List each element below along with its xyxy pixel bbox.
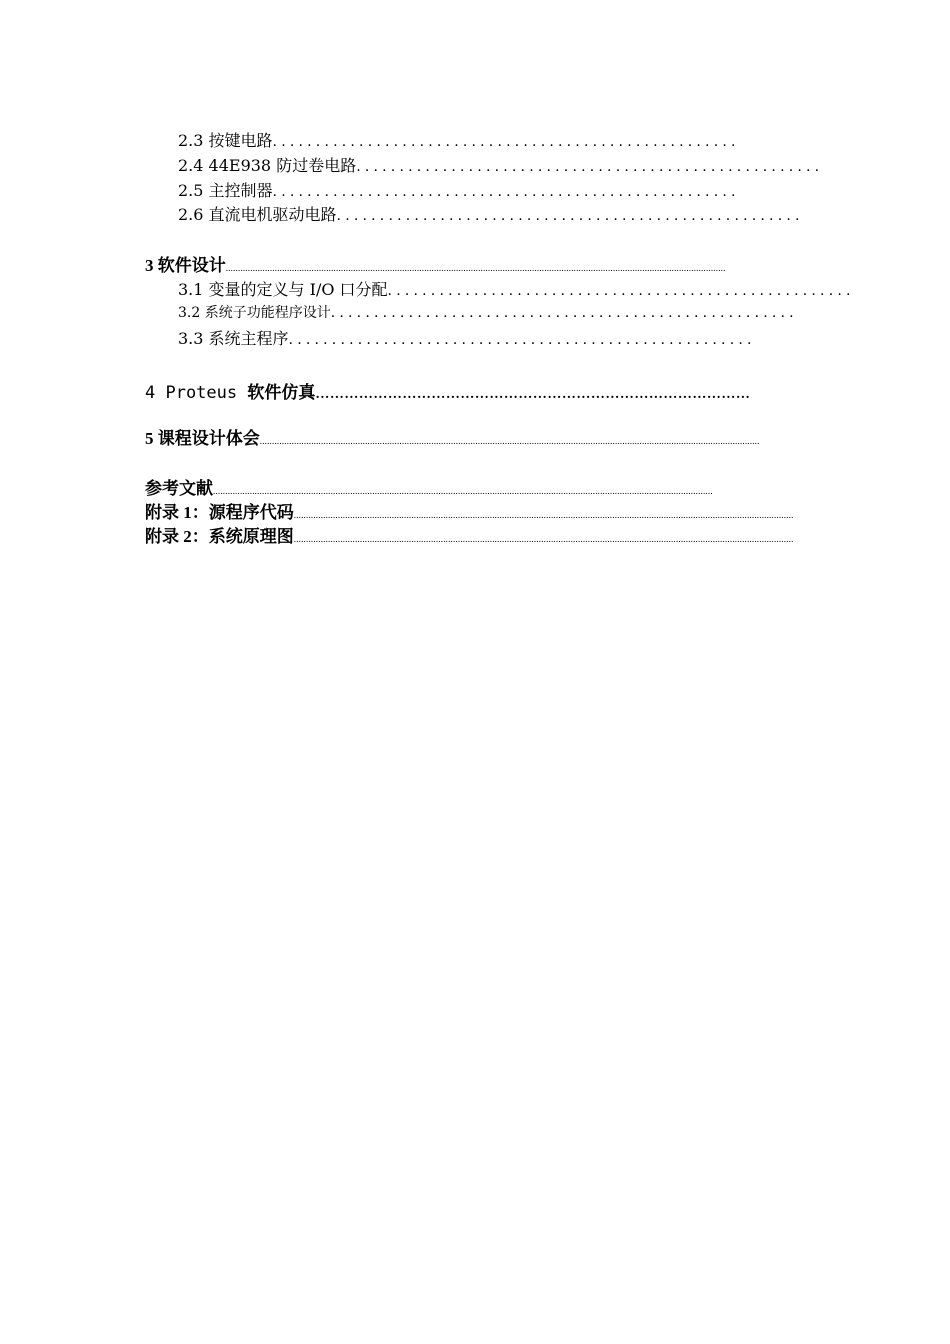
toc-entry-label: 2.5 主控制器 <box>178 181 273 200</box>
dot-leader: ............................................................................................................................................................................................................ <box>225 263 726 273</box>
toc-entry-label: 2.4 44E938 防过卷电路 <box>178 156 357 175</box>
dot-leader: ……………………………………………………………………………… <box>315 387 751 402</box>
toc-entry-label: 2.6 直流电机驱动电路 <box>178 205 337 224</box>
dot-leader: ............................................................................................................................................................................................................ <box>293 510 794 520</box>
toc-chapter-3 <box>145 251 805 276</box>
toc-chapter-label: 附录 2：系统原理图 <box>145 527 294 546</box>
toc-entry-2-3 <box>178 128 802 151</box>
dot-leader: ............................................................................................................................................................................................................ <box>293 534 794 544</box>
toc-chapter-prefix: 4 Proteus <box>145 383 248 403</box>
toc-entry-2-4 <box>178 153 824 176</box>
toc-chapter-4 <box>145 378 790 403</box>
toc-entry-3-1 <box>178 277 855 300</box>
toc-entry-2-6 <box>178 202 802 225</box>
toc-appendix-1 <box>145 498 805 523</box>
toc-entry-3-2 <box>178 302 802 322</box>
toc-references <box>145 474 805 499</box>
toc-chapter-label: 5 课程设计体会 <box>145 429 260 448</box>
dot-leader: ...................................................... <box>336 208 804 224</box>
toc-entry-3-3 <box>178 326 802 349</box>
toc-chapter-title: 软件仿真 <box>247 383 316 403</box>
dot-leader: ...................................................... <box>387 283 855 299</box>
toc-entry-label: 2.3 按键电路 <box>178 131 273 150</box>
dot-leader: ...................................................... <box>356 159 824 175</box>
toc-entry-label: 3.3 系统主程序 <box>178 329 289 348</box>
toc-chapter-label: 参考文献 <box>145 479 213 498</box>
toc-entry-label: 3.2 系统子功能程序设计 <box>178 305 331 321</box>
toc-chapter-5 <box>145 424 805 449</box>
toc-appendix-2 <box>145 522 805 547</box>
toc-entry-2-5 <box>178 178 802 201</box>
toc-entry-label: 3.1 变量的定义与 I/O 口分配 <box>178 280 388 299</box>
dot-leader: ............................................................................................................................................................................................................ <box>213 486 713 496</box>
toc-chapter-label: 附录 1：源程序代码 <box>145 503 294 522</box>
dot-leader: ...................................................... <box>288 332 756 348</box>
dot-leader: ............................................................................................................................................................................................................ <box>259 436 760 446</box>
toc-chapter-label: 3 软件设计 <box>145 256 226 275</box>
dot-leader: ...................................................... <box>330 305 798 321</box>
dot-leader: ...................................................... <box>272 184 740 200</box>
toc-chapter-label <box>145 378 315 403</box>
dot-leader: ...................................................... <box>272 134 740 150</box>
